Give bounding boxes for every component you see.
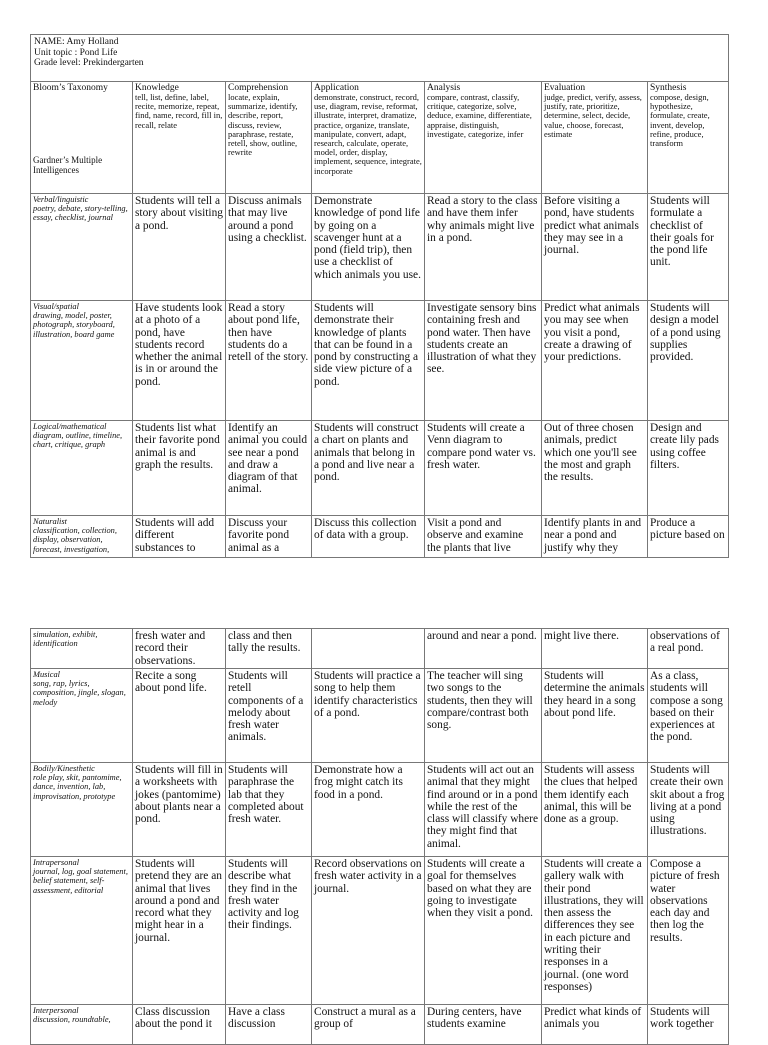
table-cell: Students will determine the animals they heard in a song about pond life. [542,669,648,763]
intelligence-cell: Logical/mathematical diagram, outline, timeline, chart, critique, graph [31,421,133,516]
table-cell: Identify an animal you could see near a pond and draw a diagram of that animal. [226,421,312,516]
table-cell: fresh water and record their observations. [133,629,226,669]
table-cell: Students will formulate a checklist of their goals for the pond life unit. [648,194,729,301]
table-cell: Discuss your favorite pond animal as a [226,516,312,558]
gardner-label: Gardner’s Multiple Intelligences [33,155,103,175]
table-cell: class and then tally the results. [226,629,312,669]
taxonomy-label-cell [31,82,133,194]
table-cell: Students will act out an animal that they might find around or in a pond while the rest of the class will classify where they might find that animal. [425,763,542,857]
page-1 [30,34,728,558]
table-cell: Discuss this collection of data with a group. [312,516,425,558]
taxonomy-comprehension: Comprehension locate, explain, summarize, identify, describe, report, discuss, review, paraphrase, restate, retell, show, outline, rewrite [226,82,312,194]
table-cell: Students will pretend they are an animal that lives around a pond and record what they might hear in a journal. [133,857,226,1005]
table-cell: Construct a mural as a group of [312,1005,425,1045]
table-cell: Students will create a goal for themselves based on what they are going to investigate when they visit a pond. [425,857,542,1005]
intelligence-cell: Interpersonal discussion, roundtable, [31,1005,133,1045]
table-cell: Students will work together [648,1005,729,1045]
intelligence-cell: Verbal/linguistic poetry, debate, story-telling, essay, checklist, journal [31,194,133,301]
table-cell: Design and create lily pads using coffee filters. [648,421,729,516]
table-cell: Demonstrate how a frog might catch its food in a pond. [312,763,425,857]
table-row [31,516,729,558]
intelligence-cell: Bodily/Kinesthetic role play, skit, pantomime, dance, invention, lab, improvisation, prototype [31,763,133,857]
taxonomy-synthesis: Synthesis compose, design, hypothesize, formulate, create, invent, develop, refine, produce, transform [648,82,729,194]
taxonomy-evaluation: Evaluation judge, predict, verify, assess, justify, rate, prioritize, determine, select, decide, value, choose, forecast, estimate [542,82,648,194]
table-cell: Students list what their favorite pond animal is and graph the results. [133,421,226,516]
table-cell: Before visiting a pond, have students predict what animals they may see in a journal. [542,194,648,301]
table-cell: observations of a real pond. [648,629,729,669]
table-cell: Students will demonstrate their knowledge of plants that can be found in a pond by constructing a side view picture of a pond. [312,301,425,421]
table-cell: Students will tell a story about visiting a pond. [133,194,226,301]
table-cell: Record observations on fresh water activity in a journal. [312,857,425,1005]
table-row [31,629,729,669]
table-row [31,421,729,516]
intelligence-cell: Naturalist classification, collection, display, observation, forecast, investigation, [31,516,133,558]
teacher-name: NAME: Amy Holland [34,37,119,47]
intelligence-cell: Musical song, rap, lyrics, composition, jingle, slogan, melody [31,669,133,763]
intelligence-cell: Intrapersonal journal, log, goal statement, belief statement, self-assessment, editorial [31,857,133,1005]
table-cell: During centers, have students examine [425,1005,542,1045]
table-cell: Recite a song about pond life. [133,669,226,763]
table-cell: Students will create a Venn diagram to compare pond water vs. fresh water. [425,421,542,516]
taxonomy-knowledge: Knowledge tell, list, define, label, recite, memorize, repeat, find, name, record, fill in, recall, relate [133,82,226,194]
table-row [31,301,729,421]
table-cell: Students will construct a chart on plants and animals that belong in a pond and live near a pond. [312,421,425,516]
table-cell: Have a class discussion [226,1005,312,1045]
table-cell: Students will design a model of a pond using supplies provided. [648,301,729,421]
table-cell [312,629,425,669]
table-row [31,763,729,857]
table-row [31,857,729,1005]
lesson-plan-table-page-1 [30,34,729,558]
table-cell: Students will add different substances to [133,516,226,558]
table-cell: Investigate sensory bins containing fresh and pond water. Then have students create an illustration of what they see. [425,301,542,421]
table-cell: Have students look at a photo of a pond, have students record whether the animal is in or around the pond. [133,301,226,421]
table-cell: Discuss animals that may live around a pond using a checklist. [226,194,312,301]
table-row [31,194,729,301]
table-cell: Produce a picture based on [648,516,729,558]
table-row [31,669,729,763]
header-info [31,35,729,82]
lesson-plan-table-page-2 [30,628,729,1045]
table-cell: Students will assess the clues that helped them identify each animal, this will be done as a group. [542,763,648,857]
table-cell: Out of three chosen animals, predict which one you'll see the most and graph the results. [542,421,648,516]
intelligence-cell: simulation, exhibit, identification [31,629,133,669]
page-2 [30,628,728,1045]
table-cell: Read a story about pond life, then have students do a retell of the story. [226,301,312,421]
table-cell: Students will paraphrase the lab that they completed about fresh water. [226,763,312,857]
table-cell: Compose a picture of fresh water observations each day and then log the results. [648,857,729,1005]
table-cell: Predict what kinds of animals you [542,1005,648,1045]
table-cell: Students will create a gallery walk with their pond illustrations, they will then assess the differences they see in each picture and writing their responses in a journal. (one word responses) [542,857,648,1005]
table-cell: Students will fill in a worksheets with jokes (pantomime) about plants near a pond. [133,763,226,857]
table-cell: Students will practice a song to help them identify characteristics of a pond. [312,669,425,763]
taxonomy-analysis: Analysis compare, contrast, classify, critique, categorize, solve, deduce, examine, differentiate, appraise, distinguish, investigate, categorize, infer [425,82,542,194]
table-cell: Class discussion about the pond it [133,1005,226,1045]
table-cell: Visit a pond and observe and examine the plants that live [425,516,542,558]
table-cell: Predict what animals you may see when you visit a pond, create a drawing of your predictions. [542,301,648,421]
table-cell: Demonstrate knowledge of pond life by going on a scavenger hunt at a pond (field trip), then use a checklist of which animals you use. [312,194,425,301]
table-row [31,1005,729,1045]
table-cell: around and near a pond. [425,629,542,669]
blooms-taxonomy-label: Bloom’s Taxonomy [33,83,108,93]
unit-topic: Unit topic : Pond Life [34,47,118,58]
table-cell: Read a story to the class and have them infer why animals might live in a pond. [425,194,542,301]
table-cell: Identify plants in and near a pond and justify why they [542,516,648,558]
table-cell: As a class, students will compose a song based on their experiences at the pond. [648,669,729,763]
taxonomy-application: Application demonstrate, construct, record, use, diagram, revise, reformat, illustrate, interpret, dramatize, practice, organize, translate, manipulate, convert, adapt, research, calculate, operate, model, order, display, implement, sequence, integrate, incorporate [312,82,425,194]
table-cell: Students will create their own skit about a frog living at a pond using illustrations. [648,763,729,857]
table-cell: Students will describe what they find in the fresh water activity and log their findings. [226,857,312,1005]
grade-level: Grade level: Prekindergarten [34,58,144,68]
table-cell: The teacher will sing two songs to the students, then they will compare/contrast both song. [425,669,542,763]
intelligence-cell: Visual/spatial drawing, model, poster, photograph, storyboard, illustration, board game [31,301,133,421]
table-cell: might live there. [542,629,648,669]
table-cell: Students will retell components of a melody about fresh water animals. [226,669,312,763]
